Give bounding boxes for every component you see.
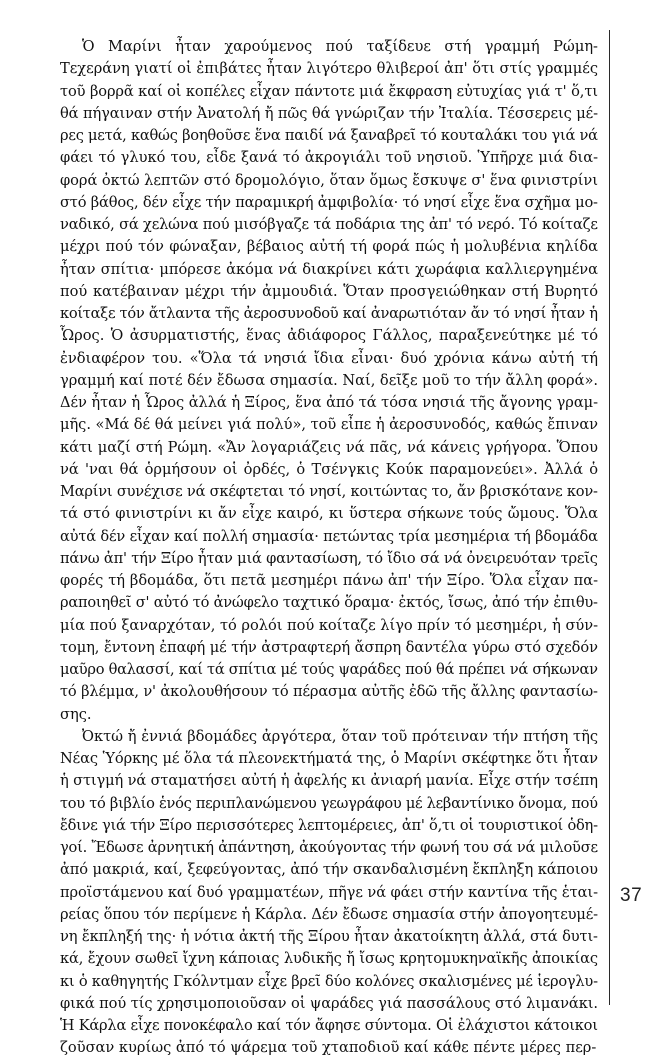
text-line: Ἡ Κάρλα εἶχε πονοκέφαλο καί τόν ἄφησε σύντομα. Οἱ ἐλάχιστοι κάτοικοι xyxy=(60,1017,598,1034)
text-line: αὐτά δέν εἶχαν καί πολλή σημασία· πετώντας τρία μεσημέρια τή βδομάδα xyxy=(60,527,598,545)
paragraph-2 xyxy=(60,726,598,1060)
text-line: τοῦ βορρᾶ καί οἱ κοπέλες εἶχαν πάντοτε μιά ἔκφραση εὐτυχίας γιά τ' ὅ,τι xyxy=(60,82,598,100)
text-line: κοίταξε τόν ἄτλαντα τῆς ἀεροσυνοδοῦ καί ἀναρωτιόταν ἄν τό νησί ἦταν ἡ xyxy=(60,305,598,322)
text-line: πού κατέβαιναν μέχρι τήν ἀμμουδιά. Ὅταν προσγειώθηκαν στή Βυρητό xyxy=(60,282,598,300)
text-line: ρες μετά, καθώς βοηθοῦσε ἕνα παιδί νά ξαναβρεῖ τό κουταλάκι του γιά νά xyxy=(60,127,598,144)
text-line: μέχρι πού τόν φώναξαν, βέβαιος αὐτή τή φορά πώς ἡ μολυβένια κηλίδα xyxy=(60,238,598,256)
text-line: φάει τό γλυκό του, εἶδε ξανά τό ἀκρογιάλι τοῦ νησιοῦ. Ὑπῆρχε μιά δια- xyxy=(60,149,598,167)
text-line: φορά ὀκτώ λεπτῶν στό δρομολόγιο, ὅταν ὅμως ἔσκυψε σ' ἕνα φινιστρίνι xyxy=(60,171,598,189)
text-line: νά 'ναι θά ὁρμήσουν οἱ ὀρδές, ὁ Τσένγκις Κούκ παραμονεύει». Ἀλλά ὁ xyxy=(60,460,598,478)
text-line: ἦταν σπίτια· μπόρεσε ἀκόμα νά διακρίνει κάτι χωράφια καλλιεργημένα xyxy=(60,260,598,278)
text-line: μία πού ξαναρχόταν, τό ρολόι πού κοίταζε λίγο πρίν τό μεσημέρι, ἡ σύν- xyxy=(60,616,598,634)
text-line: κάτι μαζί στή Ρώμη. «Ἄν λογαριάζεις νά πᾶς, νά κάνεις γρήγορα. Ὅπου xyxy=(60,438,598,456)
text-line: Νέας Ὑόρκης μέ ὅλα τά πλεονεκτήματά της, ὁ Μαρίνι σκέφτηκε ὅτι ἦταν xyxy=(60,750,598,767)
text-line: στό βάθος, δέν εἶχε τήν παραμικρή ἀμφιβολία· τό νησί εἶχε ἕνα σχῆμα μο- xyxy=(60,193,598,211)
text-line: τομη, ἔντονη ἐπαφή μέ τήν ἀστραφτερή ἄσπρη δαντέλα γύρω στό σχεδόν xyxy=(60,638,598,656)
text-line: Ὀκτώ ἤ ἐννιά βδομάδες ἀργότερα, ὅταν τοῦ πρότειναν τήν πτήση τῆς xyxy=(82,727,598,745)
text-line: μῆς. «Μά δέ θά μείνει γιά πολύ», τοῦ εἶπε ἡ ἀεροσυνοδός, καθώς ἔπιναν xyxy=(60,416,598,434)
text-line: νη ἔκπληξή της· ἡ νότια ἀκτή τῆς Ξίρου ἦταν ἀκατοίκητη ἀλλά, στά δυτι- xyxy=(60,928,598,945)
text-line: μαῦρο θαλασσί, καί τά σπίτια μέ τούς ψαράδες πού θά πρέπει νά σήκωναν xyxy=(60,661,598,678)
margin-rule xyxy=(609,30,610,1005)
text-line: Τεχεράνη γιατί οἱ ἐπιβάτες ἦταν λιγότερο θλιβεροί ἀπ' ὅτι στίς γραμμές xyxy=(60,60,598,78)
text-line: του τό βιβλίο ἑνός περιπλανώμενου γεωγράφου μέ λεβαντίνικο ὄνομα, πού xyxy=(60,794,598,812)
text-line: ναδικό, σά χελώνα πού μισόβγαζε τά ποδάρια της ἀπ' τό νερό. Τό κοίταζε xyxy=(60,216,598,233)
text-line: Ὁ Μαρίνι ἦταν χαρούμενος πού ταξίδευε στή γραμμή Ρώμη- xyxy=(82,38,598,55)
text-line: ρείας ὅπου τόν περίμενε ἡ Κάρλα. Δέν ἔδωσε σημασία στήν ἀπογοητευμέ- xyxy=(60,905,598,923)
text-line: γραμμή καί ποτέ δέν ἔδωσα σημασία. Ναί, δεῖξε μοῦ το τήν ἄλλη φορά». xyxy=(60,371,598,389)
page-number: 37 xyxy=(620,885,643,906)
text-line: θά πήγαιναν στήν Ἀνατολή ἤ πῶς θά γνώριζαν τήν Ἰταλία. Τέσσερεις μέ- xyxy=(60,104,598,122)
text-line: Μαρίνι συνέχισε νά σκέφτεται τό νησί, κοιτώντας το, ἄν βρισκότανε κον- xyxy=(60,483,598,500)
text-line: ραποιηθεῖ σ' αὐτό τό ἀνώφελο ταχτικό ὅραμα· ἐκτός, ἴσως, ἀπό τήν ἐπιθυ- xyxy=(60,594,598,612)
text-line: πάνω ἀπ' τήν Ξίρο ἦταν μιά φαντασίωση, τό ἴδιο σά νά ὀνειρευόταν τρεῖς xyxy=(60,549,598,567)
text-line: ἐνδιαφέρον του. «Ὅλα τά νησιά ἴδια εἶναι· δυό χρόνια κάνω αὐτή τή xyxy=(60,349,598,367)
body-text xyxy=(60,36,598,1060)
text-line: φορές τή βδομάδα, ὅτι πετᾶ μεσημέρι πάνω ἀπ' τήν Ξίρο. Ὅλα εἶχαν πα- xyxy=(60,572,598,589)
text-line: τό βλέμμα, ν' ἀκολουθήσουν τό πέρασμα αὐτῆς ἐδῶ τῆς ἄλλης φαντασίω- xyxy=(60,683,598,701)
text-line: Ὧρος. Ὁ ἀσυρματιστής, ἕνας ἀδιάφορος Γάλλος, παραξενεύτηκε μέ τό xyxy=(60,327,598,345)
text-line: ζοῦσαν κυρίως ἀπό τό ψάρεμα τοῦ χταποδιοῦ καί κάθε πέντε μέρες περ- xyxy=(60,1039,597,1057)
text-line: φικά πού τίς χρησιμοποιοῦσαν οἱ ψαράδες γιά πασσάλους στό λιμανάκι. xyxy=(60,994,598,1012)
paragraph-1 xyxy=(60,36,598,726)
text-line: τά στό φινιστρίνι κι ἄν εἶχε καιρό, κι ὕστερα σήκωνε τούς ὤμους. Ὅλα xyxy=(60,505,598,523)
text-line: ἔδινε γιά τήν Ξίρο περισσότερες λεπτομέρειες, ἀπ' ὅ,τι οἱ τουριστικοί ὁδη- xyxy=(60,816,598,834)
text-line: ἡ στιγμή νά σταματήσει αὐτή ἡ ἀφελής κι ἀνιαρή μανία. Εἶχε στήν τσέπη xyxy=(60,772,598,790)
text-line: κά, ἔχουν σωθεῖ ἴχνη κάποιας λυδικῆς ἤ ἴσως κρητομυκηναϊκῆς ἀποικίας xyxy=(60,950,598,968)
text-line: ἀπό μακριά, καί, ξεφεύγοντας, ἀπό τήν σκανδαλισμένη ἔκπληξη κάποιου xyxy=(60,861,598,879)
text-line: σης. xyxy=(60,705,92,723)
text-line: γοί. Ἔδωσε ἀρνητική ἀπάντηση, ἀκούγοντας τήν φωνή του σά νά μιλοῦσε xyxy=(60,839,598,856)
text-line: κι ὁ καθηγητής Γκόλντμαν εἶχε βρεῖ δύο κολόνες σκαλισμένες μέ ἱερογλυ- xyxy=(60,972,598,990)
text-line: προϊστάμενου καί δυό γραμματέων, πῆγε νά φάει στήν καντίνα τῆς ἑται- xyxy=(60,883,598,901)
text-line: Δέν ἦταν ἡ Ὧρος ἀλλά ἡ Ξίρος, ἕνα ἀπό τά τόσα νησιά τῆς ἄγονης γραμ- xyxy=(60,394,598,411)
